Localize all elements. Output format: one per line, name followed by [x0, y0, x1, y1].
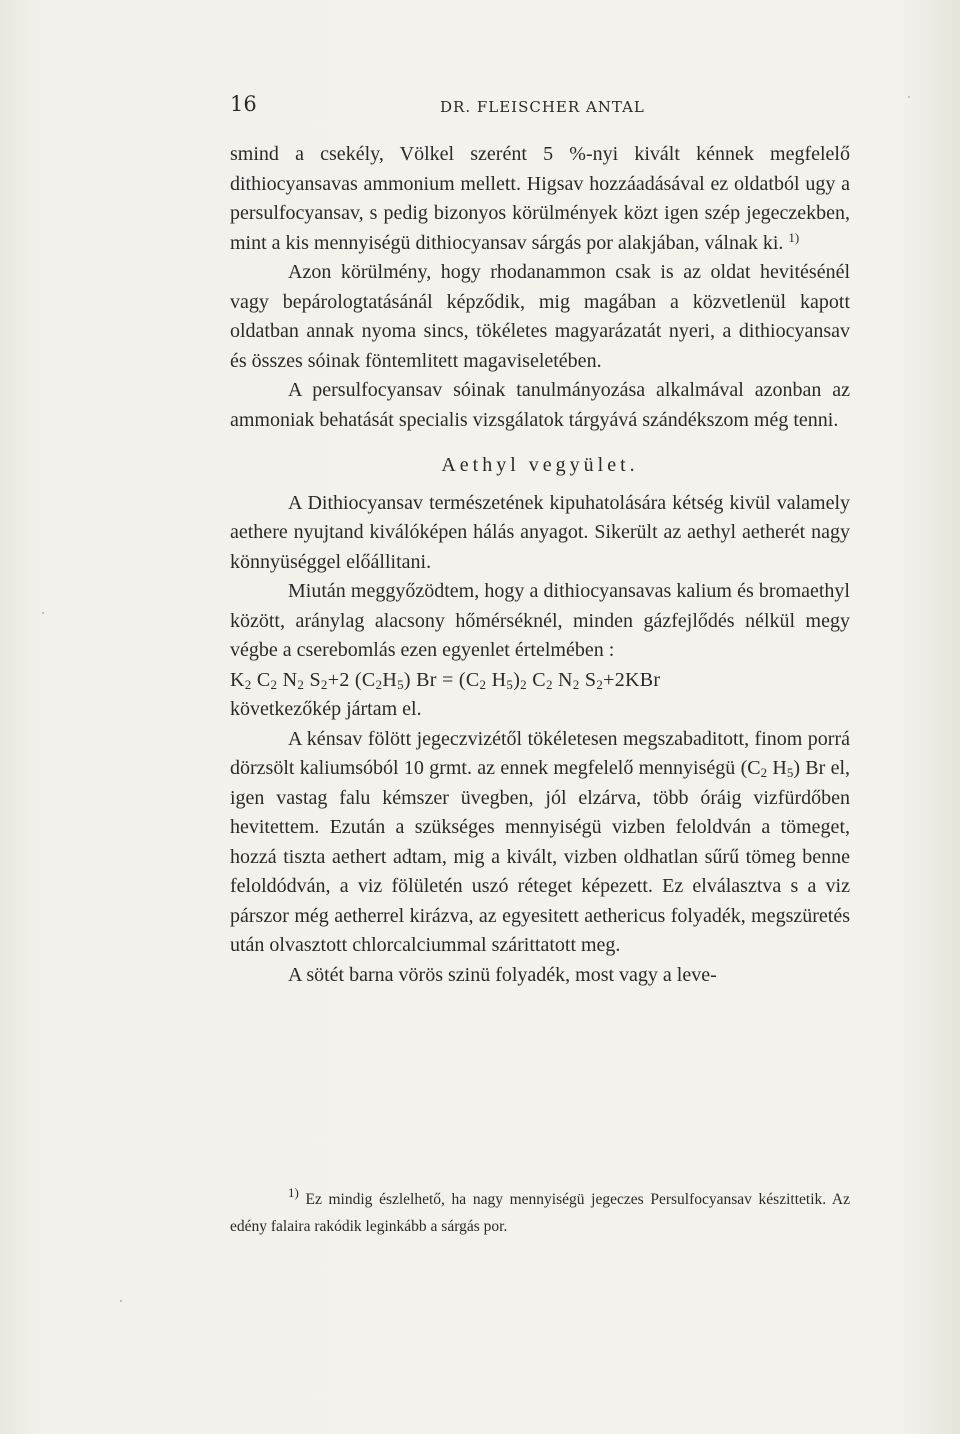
paragraph-5: Miután meggyőzödtem, hogy a dithiocyansavas kalium és bromaethyl között, aránylag alacsony hőmérséknél, minden gázfejlődés nélkül megy végbe a cserebomlás ezen egyenlet értelmében : [230, 580, 850, 661]
main-text [230, 140, 850, 990]
paragraph-2: Azon körülmény, hogy rhodanammon csak is az oldat hevitésénél vagy bepárologtatásánál képződik, mig magában a közvetlenül kapott oldatban annak nyoma sincs, tökéletes magyarázatát nyeri, a dithiocyansav és összes sóinak föntemlitett magaviseletében. [230, 261, 850, 372]
page-number: 16 [230, 92, 257, 116]
footnote-text: Ez mindig észlelhető, ha nagy mennyiségü jegeczes Persulfocyansav készittetik. Az edény falaira rakódik leginkább a sárgás por. [230, 1191, 850, 1235]
footnote [230, 1186, 850, 1240]
section-title: Aethyl vegyület. [441, 454, 639, 476]
paragraph-7: A kénsav fölött jegeczvizétől tökéletesen megszabaditott, finom porrá dörzsölt kaliumsóból 10 grmt. az ennek megfelelő mennyiségü ($C_2$ $H_5$) Br el, igen vastag falu kémszer üvegben, jól elzárva, több óráig vizfürdőben hevitettem. Ezután a szükséges mennyiségü vizben feloldván a tömeget, hozzá tiszta aethert adtam, mig a kivált, vizben oldhatlan sűrű tömeg benne feloldódván, a viz fölületén uszó réteget képezett. Ez elválasztva s a viz párszor még aetherrel kirázva, az egyesitett aethericus folyadék, megszüretés után olvasztott chlorcalciummal szárittatott meg. [230, 727, 851, 956]
paragraph-4: A Dithiocyansav természetének kipuhatolására kétség kivül valamely aethere nyujtand kiválóképen hálás anyagot. Sikerült az aethyl aetherét nagy könnyüséggel előállitani. [230, 491, 850, 573]
page-header [230, 92, 750, 122]
paragraph-8: A sötét barna vörös szinü folyadék, most vagy a leve- [288, 963, 717, 986]
footnote-marker: 1) [288, 1185, 299, 1200]
paragraph-1: smind a csekély, Völkel szerént 5 %-nyi kivált kénnek megfelelő dithiocyansavas ammonium mellett. Higsav hozzáadásával ez oldatból ugy a persulfocyansav, s pedig bizonyos körülmények közt igen szép jegeczekben, mint a kis mennyiségü dithiocyansav sárgás por alakjában, válnak ki. $^{1)}$ [230, 143, 850, 254]
paper-speck [120, 1300, 122, 1302]
chemical-equation: $K_2$ $C_2$ $N_2$ $S_2+2$ $(C_2H_5) Br = (C_2$ $H_5)_2$ $C_2$ $N_2$ $S_2+2KBr$ [230, 668, 661, 692]
paper-speck [42, 612, 44, 614]
paragraph-3: A persulfocyansav sóinak tanulmányozása alkalmával azonban az ammoniak behatását specialis vizsgálatok tárgyává szándékszom még tenni. [230, 379, 850, 431]
footnote-ref: 1) [788, 229, 800, 245]
paper-speck [908, 96, 910, 98]
running-head: DR. FLEISCHER ANTAL [440, 98, 645, 116]
paragraph-6: következőkép jártam el. [230, 698, 422, 720]
